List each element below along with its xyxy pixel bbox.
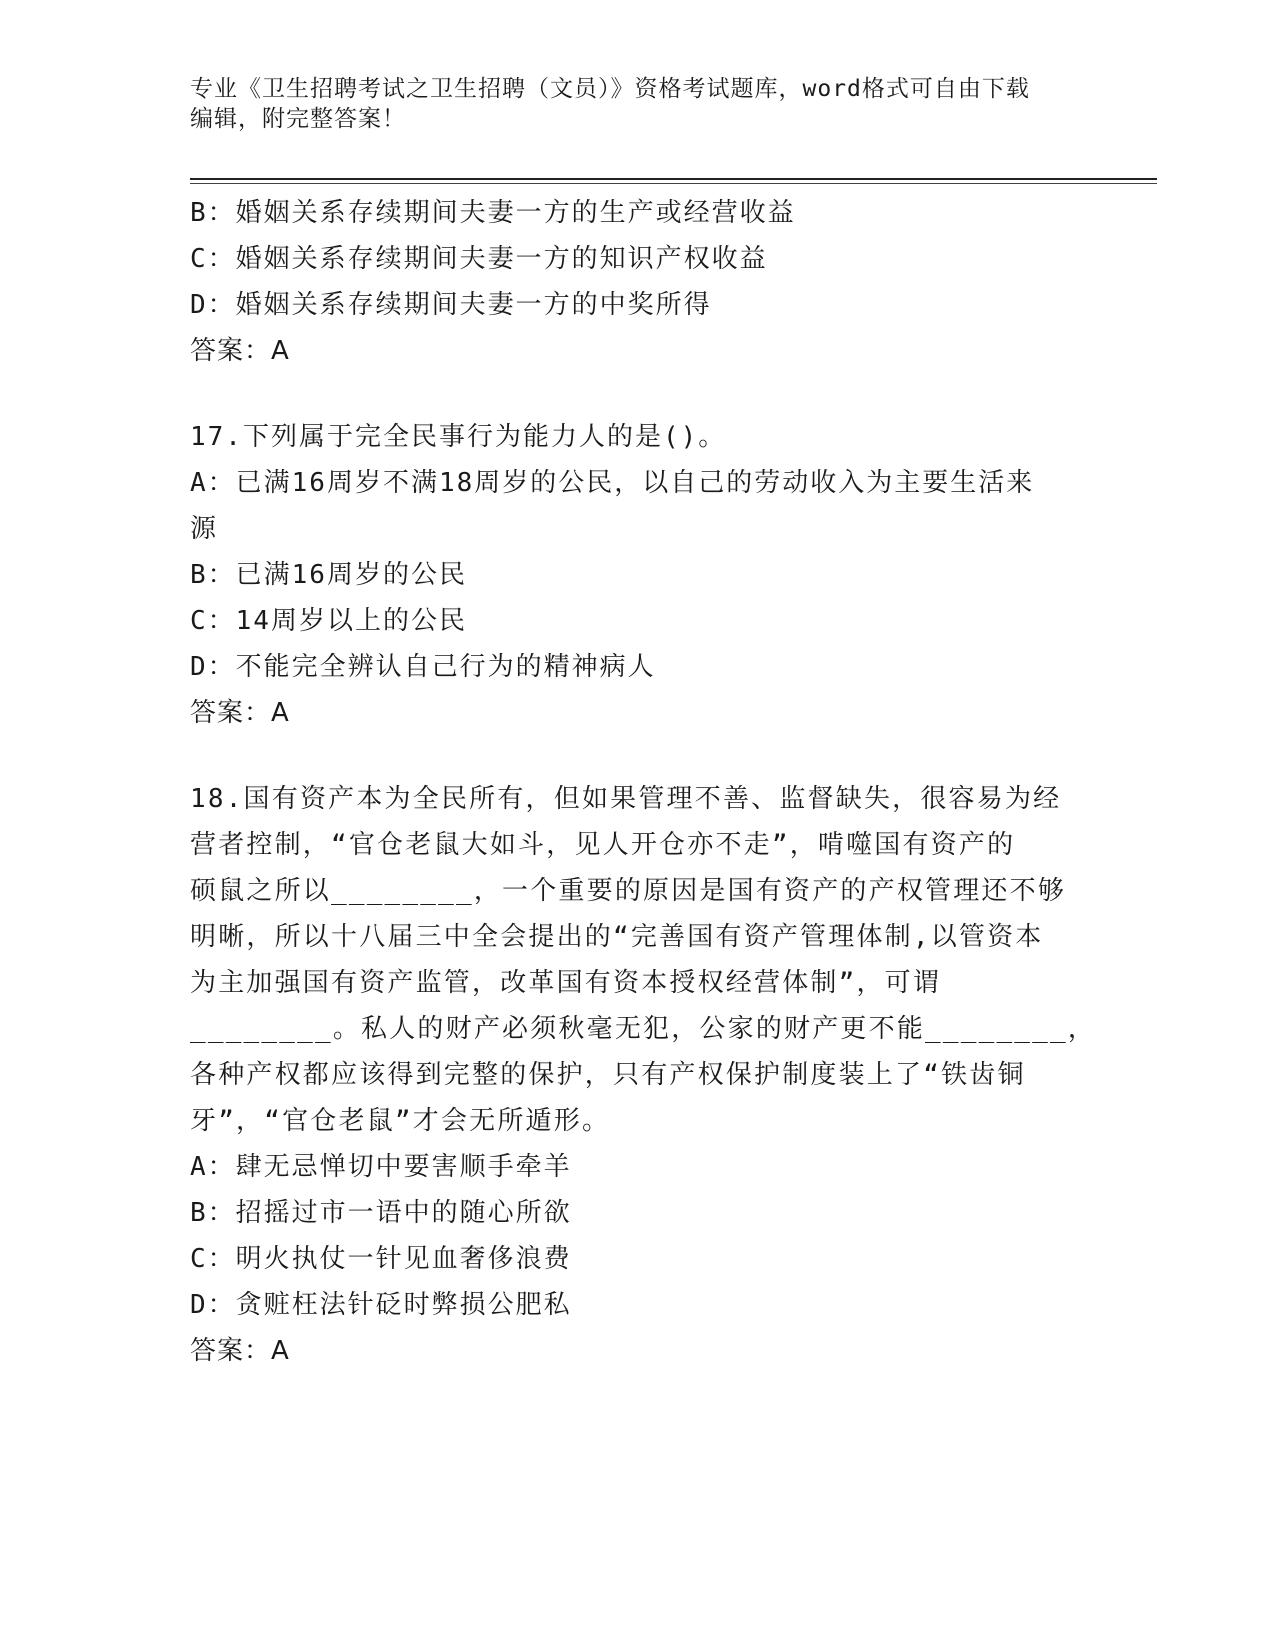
question-stem-line: 营者控制，“官仓老鼠大如斗，见人开仓亦不走”，啃噬国有资产的	[190, 830, 1016, 860]
question-stem-line: 各种产权都应该得到完整的保护，只有产权保护制度装上了“铁齿铜	[190, 1060, 1026, 1090]
option-d: D：贪赃枉法针砭时弊损公肥私	[190, 1290, 572, 1320]
option-d: D：婚姻关系存续期间夫妻一方的中奖所得	[190, 290, 712, 320]
header-divider-thick	[190, 178, 1157, 180]
option-d: D：不能完全辨认自己行为的精神病人	[190, 652, 656, 682]
question-16-continued	[190, 190, 1090, 374]
answer-line: 答案：A	[190, 698, 290, 728]
question-stem-line: 明晰，所以十八届三中全会提出的“完善国有资产管理体制,以管资本	[190, 922, 1044, 952]
question-17	[190, 414, 1090, 736]
answer-line: 答案：A	[190, 336, 290, 366]
header-line-1: 专业《卫生招聘考试之卫生招聘（文员）》资格考试题库，word格式可自由下载	[190, 76, 1030, 102]
option-b: B：婚姻关系存续期间夫妻一方的生产或经营收益	[190, 198, 796, 228]
question-stem-line: 硕鼠之所以________，一个重要的原因是国有资产的产权管理还不够	[190, 876, 1067, 906]
document-body	[190, 190, 1097, 1374]
question-stem-line: 18.国有资产本为全民所有，但如果管理不善、监督缺失，很容易为经	[190, 784, 1062, 814]
option-a-continued: 源	[190, 514, 219, 544]
option-b: B：已满16周岁的公民	[190, 560, 467, 590]
spacer	[190, 374, 1090, 414]
question-title: 17.下列属于完全民事行为能力人的是()。	[190, 422, 727, 452]
header-line-2: 编辑，附完整答案！	[190, 106, 406, 132]
option-c: C：14周岁以上的公民	[190, 606, 467, 636]
question-stem-line: 为主加强国有资产监管，改革国有资本授权经营体制”，可谓	[190, 968, 942, 998]
option-c: C：明火执仗一针见血奢侈浪费	[190, 1244, 572, 1274]
header-divider-thin	[190, 183, 1157, 184]
question-stem-line: 牙”，“官仓老鼠”才会无所遁形。	[190, 1106, 611, 1136]
document-header	[190, 74, 1090, 134]
question-stem-line: ________。私人的财产必须秋毫无犯，公家的财产更不能________，	[190, 1014, 1097, 1044]
question-18	[190, 776, 1097, 1374]
option-b: B：招摇过市一语中的随心所欲	[190, 1198, 572, 1228]
option-c: C：婚姻关系存续期间夫妻一方的知识产权收益	[190, 244, 768, 274]
option-a: A：已满16周岁不满18周岁的公民，以自己的劳动收入为主要生活来	[190, 468, 1035, 498]
answer-line: 答案：A	[190, 1336, 290, 1366]
spacer	[190, 736, 1090, 776]
option-a: A：肆无忌惮切中要害顺手牵羊	[190, 1152, 572, 1182]
